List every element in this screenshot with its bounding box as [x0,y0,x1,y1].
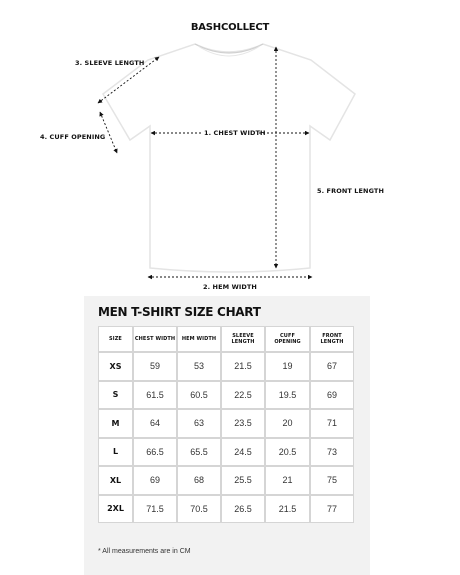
size-cell: XS [98,352,133,381]
front-length-cell: 67 [310,352,354,381]
chest-width-cell: 71.5 [133,495,177,524]
hem-width-cell: 53 [177,352,221,381]
sleeve-length-cell: 23.5 [221,409,265,438]
size-chart-panel [84,296,370,575]
sleeve-length-cell: 25.5 [221,466,265,495]
cuff-opening-cell: 19.5 [265,381,310,410]
cuff-opening-label: 4. CUFF OPENING [40,133,106,141]
front-length-label: 5. FRONT LENGTH [317,187,384,195]
tshirt-shape [103,44,355,272]
table-row [98,495,354,524]
front-length-cell: 73 [310,438,354,467]
hem-width-cell: 63 [177,409,221,438]
cuff-opening-cell: 20.5 [265,438,310,467]
table-header-row [98,326,354,352]
size-cell: 2XL [98,495,133,524]
header-cuff-opening: CUFF OPENING [265,326,310,352]
cuff-opening-cell: 20 [265,409,310,438]
chest-width-cell: 64 [133,409,177,438]
header-chest-width: CHEST WIDTH [133,326,177,352]
sleeve-length-cell: 26.5 [221,495,265,524]
cuff-opening-cell: 21 [265,466,310,495]
table-row [98,381,354,410]
table-row [98,466,354,495]
sleeve-length-label: 3. SLEEVE LENGTH [75,59,145,67]
size-cell: S [98,381,133,410]
header-sleeve-length: SLEEVE LENGTH [221,326,265,352]
sleeve-length-cell: 24.5 [221,438,265,467]
chest-width-cell: 69 [133,466,177,495]
chest-width-cell: 66.5 [133,438,177,467]
hem-width-cell: 68 [177,466,221,495]
size-chart-title: MEN T-SHIRT SIZE CHART [98,305,261,319]
chest-width-cell: 59 [133,352,177,381]
brand-logo: BASHCOLLECT [190,22,270,33]
front-length-cell: 75 [310,466,354,495]
size-cell: L [98,438,133,467]
header-size: SIZE [98,326,133,352]
chest-width-cell: 61.5 [133,381,177,410]
hem-width-label: 2. HEM WIDTH [203,283,257,291]
hem-width-cell: 70.5 [177,495,221,524]
hem-width-cell: 60.5 [177,381,221,410]
sleeve-length-cell: 22.5 [221,381,265,410]
cuff-opening-cell: 19 [265,352,310,381]
table-row [98,438,354,467]
header-front-length: FRONT LENGTH [310,326,354,352]
table-row [98,352,354,381]
table-row [98,409,354,438]
measurement-footnote: * All measurements are in CM [98,548,191,555]
front-length-cell: 71 [310,409,354,438]
sleeve-length-cell: 21.5 [221,352,265,381]
size-table [98,326,354,523]
header-hem-width: HEM WIDTH [177,326,221,352]
size-cell: XL [98,466,133,495]
cuff-opening-cell: 21.5 [265,495,310,524]
front-length-cell: 77 [310,495,354,524]
front-length-cell: 69 [310,381,354,410]
hem-width-cell: 65.5 [177,438,221,467]
size-cell: M [98,409,133,438]
chest-width-label: 1. CHEST WIDTH [204,129,266,137]
